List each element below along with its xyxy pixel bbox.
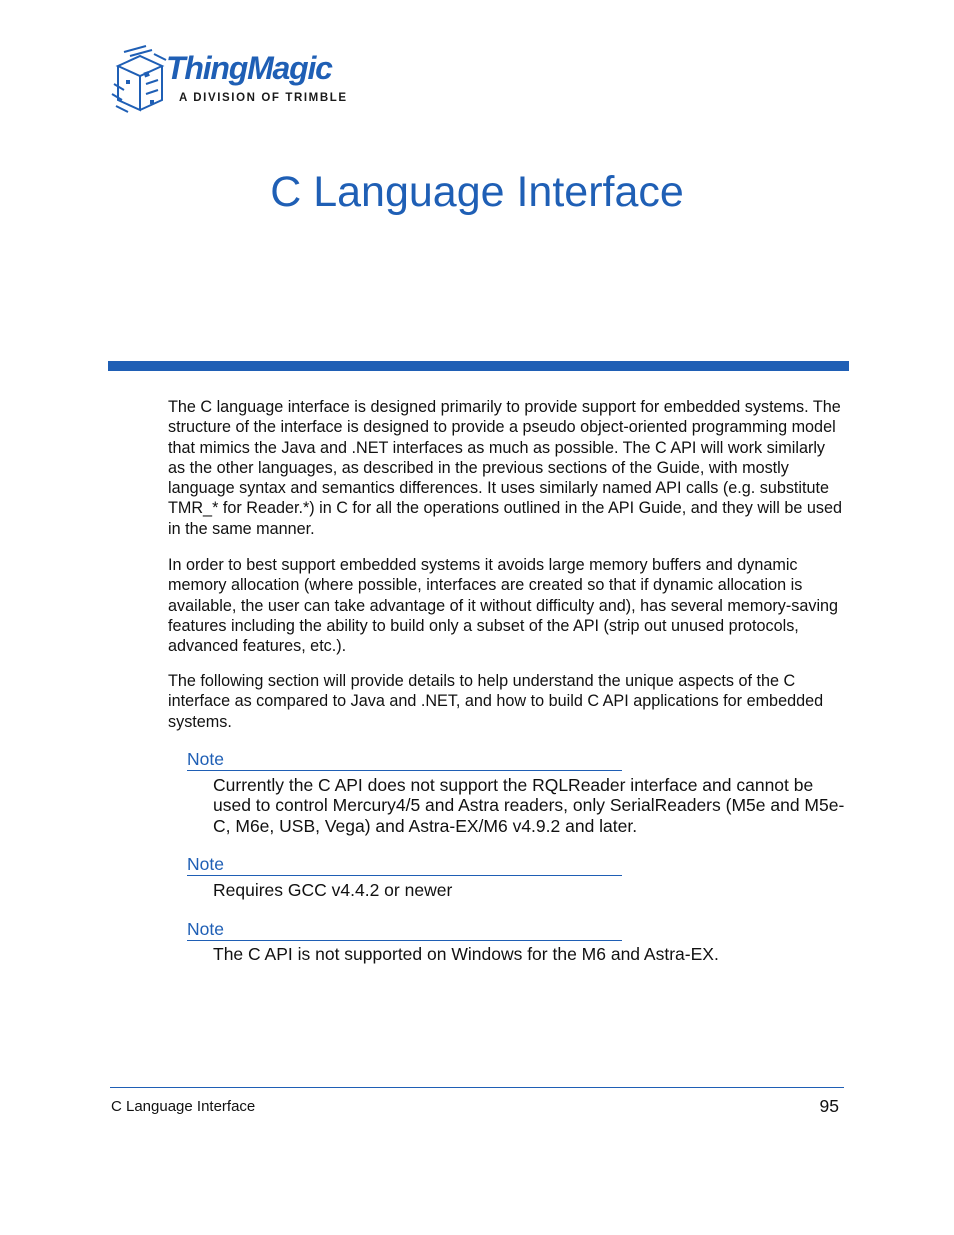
thingmagic-logo: [110, 44, 350, 116]
note-label: Note: [187, 919, 622, 941]
note-text: Requires GCC v4.4.2 or newer: [213, 880, 453, 900]
paragraph: In order to best support embedded systems it avoids large memory buffers and dynamic memory allocation (where possible, interfaces are created so that if dynamic allocation is available, the user can take advantage of it without difficulty and), has several memory-saving features including the ability to build only a subset of the API (strip out unused protocols, advanced features, etc.).: [168, 556, 839, 656]
note-text: The C API is not supported on Windows for the M6 and Astra-EX.: [213, 944, 719, 964]
page-number: 95: [819, 1096, 839, 1116]
paragraph: The following section will provide details to help understand the unique aspects of the C interface as compared to Java and .NET, and how to build C API applications for embedded systems.: [168, 672, 824, 731]
brand-tagline: A DIVISION OF TRIMBLE: [179, 92, 348, 104]
chapter-title: C Language Interface: [270, 168, 684, 216]
paragraph: The C language interface is designed primarily to provide support for embedded systems. The structure of the interface is designed to provide a pseudo object-oriented programming model that mimics the Java and .NET interfaces as much as possible. The C API will work similarly as the other languages, as described in the previous sections of the Guide, with mostly language syntax and semantics differences. It uses similarly named API calls (e.g. substitute TMR_* for Reader.*) in C for all the operations outlined in the API Guide, and they will be used in the same manner.: [168, 398, 842, 538]
note-label: Note: [187, 749, 622, 771]
footer-section-title: C Language Interface: [111, 1098, 256, 1115]
cube-logo-icon: [110, 44, 170, 116]
note-text: Currently the C API does not support the RQLReader interface and cannot be used to control Mercury4/5 and Astra readers, only SerialReaders (M5e and M5e-C, M6e, USB, Vega) and Astra-EX/M6 v4.9.2 and later.: [213, 775, 845, 836]
footer-divider: [110, 1087, 844, 1088]
title-divider: [108, 361, 849, 371]
note-label: Note: [187, 854, 622, 876]
brand-name: ThingMagic: [166, 50, 332, 86]
